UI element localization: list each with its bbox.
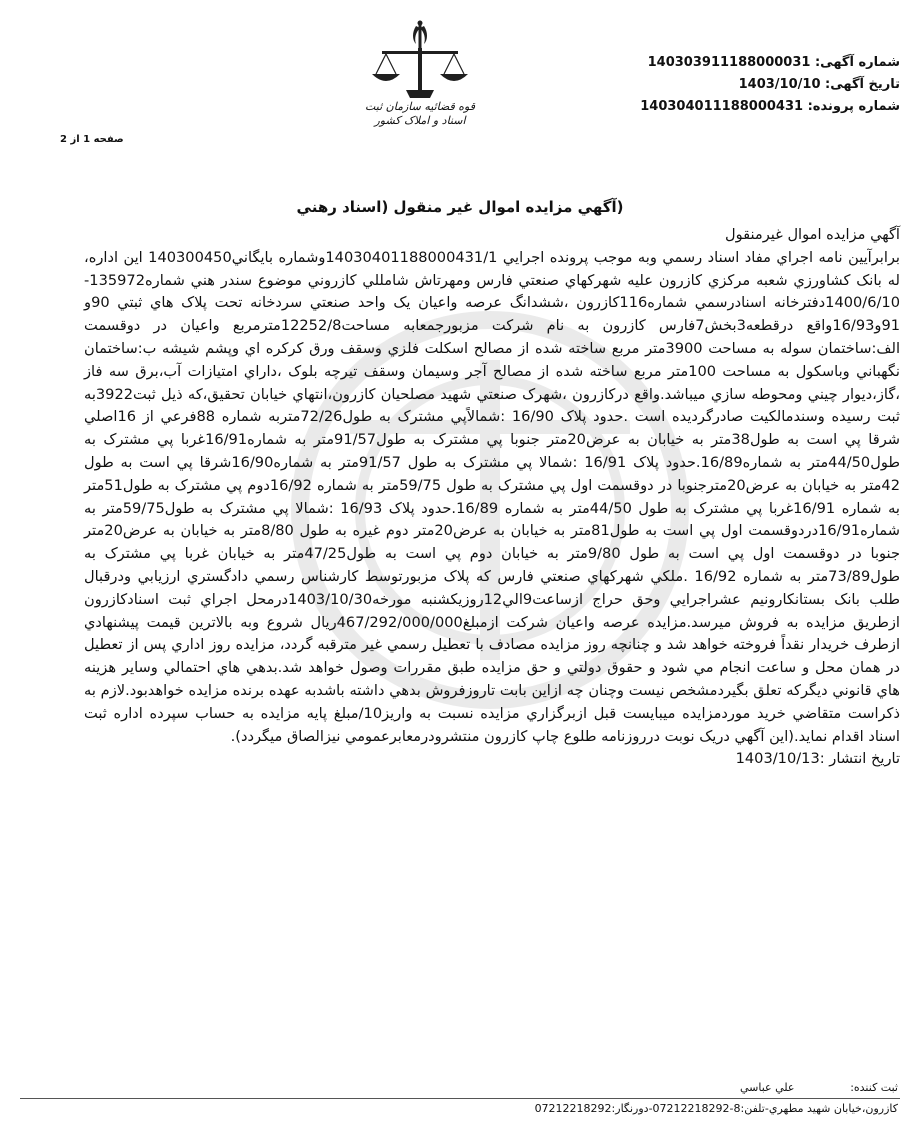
footer-address: كازرون،خيابان شهيد مطهري-تلفن:8-07212218292-دورنگار:07212218292 xyxy=(534,1102,898,1115)
footer-divider xyxy=(20,1098,900,1099)
registrar-name: علي عباسي xyxy=(740,1081,795,1094)
ad-date-label: تاریخ آگهی: xyxy=(825,77,900,92)
logo-org-text: قوه قضائیه سازمان ثبت اسناد و املاک کشور xyxy=(364,100,475,127)
ad-paragraph: برابرآيين نامه اجراي مفاد اسناد رسمي وبه موجب پرونده اجرايي 14030401188000431/1وشماره بايگاني140300450 اين اداره، له بانک کشاورزي شعبه مرکزي کازرون عليه شهرکهاي صنعتي فارس ومهرتاش شامللي کازروني موضوع سندر هني شماره135972-1400/6/10دفترخانه اسنادرسمي شماره116کازرون ،ششدانگ عرصه واعيان يک واحد صنعتي سردخانه تحت پلاک هاي ثبتي 90و 91و16/93واقع درقطعه3بخش7فارس کازرون به نام شرکت مزبورجمعابه مساحت12252/8مترمربع واعيان در دوقسمت الف:ساختمان سوله به مساحت 3900متر مربع ساخته شده از مصالح اسکلت فلزي وسقف ورق کرکره اي وپشم شيشه ب:ساختمان نگهباني وباسکول به مساحت 100متر مربع ساخته شده از مصالح آجر وسيمان وسقف تيرچه بلوک ،داراي امتيازات آب،برق سه فاز ،گاز،ديوار چيني ومحوطه سازي ميباشد.واقع درکازرون ،شهرک صنعتي شهيد مصلحيان کازرون،انتهاي خيابان تحقيق،که ذيل ثبت3922به ثبت رسيده وسندمالکيت صادرگرديده است .حدود پلاک 16/90 :شمالاًپي مشترک به طول72/26متربه شماره 88فرعي از 16اصلي شرقا پي است به طول38متر به خيابان به عرض20متر جنوبا پي مشترک به طول91/57متر به شماره16/91غربا پي مشترک به طول44/50متر به شماره16/89.حدود پلاک 16/91 :شمالا پي مشترک به طول 91/57متر به شماره16/90شرقا پي است به طول 42متر به خيابان به عرض20مترجنوبا در دوقسمت اول پي مشترک به طول 59/75متر به شماره 16/92دوم پي مشترک به طول51متر به شماره 16/91غربا پي مشترک به طول 44/50متر به شماره 16/89.حدود پلاک 16/93 :شمالا پي مشترک به طول59/75متر به شماره16/91دردوقسمت اول پي است به طول81متر به خيابان به عرض20متر دوم غيره به طول 8/80متر به خيابان به عرض20متر جنوبا در دوقسمت اول پي است به طول 9/80متر به خيابان دوم پي است به طول47/25متر به خيابان غربا پي مشترک به طول73/89متر به شماره 16/92 .ملکي شهرکهاي صنعتي فارس که پلاک مزبورتوسط کارشناس رسمي دادگستري ارزيابي ودرقبال طلب بانک بستانکارونيم عشراجرايي وحق حراج ازساعت9الي12روزيکشنبه مورخه1403/10/30درمحل اجراي ثبت اسنادکازرون ازطريق مزايده به فروش ميرسد.مزايده عرصه واعيان شرکت ازمبلغ467/292/000/000ريال شروع وبه بالاترين قيمت پيشنهادي ازطرف خريدار نقداً فروخته خواهد شد و چنانچه روز مزايده مصادف با تعطيل رسمي غير مترقبه گردد، مزايده روز اداري پس از تعطيل در همان محل و ساعت انجام مي شود و حقوق دولتي و حق مزايده طبق مقررات وصول خواهد شد.بدهي هاي احتمالي وساير هزينه هاي قانوني ديگرکه تعلق بگيردمشخص نيست وچنان چه ازاين بابت تاروزفروش بدهي داشته باشدبه عهده برنده مزايده خواهدبود.لازم به ذکراست متقاضي خريد موردمزايده ميبايست قبل ازبرگزاري مزايده نسبت به واريز10/مبلغ پايه مزايده به حساب سپرده اداره ثبت اسناد اقدام نمايد.(اين آگهي دريک نوبت درروزنامه طلوع چاپ کازرون منتشرودرمعابرعمومي نيزالصاق ميگردد). xyxy=(84,248,901,745)
ad-number-row xyxy=(480,52,900,74)
ad-number-label: شماره آگهی: xyxy=(814,55,900,70)
footer xyxy=(438,1078,898,1098)
case-number: 140304011188000431 xyxy=(640,99,804,114)
case-number-row xyxy=(480,96,900,118)
ad-number: 140303911188000031 xyxy=(647,55,811,70)
judiciary-scales-icon xyxy=(360,18,480,158)
page-title: (آگهي مزايده اموال غير منقول (اسناد رهني xyxy=(296,198,624,216)
ad-body xyxy=(84,224,900,771)
page-number: صفحه 1 از 2 xyxy=(60,134,124,145)
ad-heading: آگهي مزايده اموال غيرمنقول xyxy=(724,226,900,243)
publish-date: تاريخ انتشار :1403/10/13 xyxy=(735,750,900,768)
ad-metadata xyxy=(480,52,900,118)
ad-date: 1403/10/10 xyxy=(738,77,821,92)
registrar-row xyxy=(438,1078,898,1098)
case-number-label: شماره پرونده: xyxy=(807,99,900,114)
registrar-label: ثبت کننده: xyxy=(850,1081,898,1094)
ad-date-row xyxy=(480,74,900,96)
